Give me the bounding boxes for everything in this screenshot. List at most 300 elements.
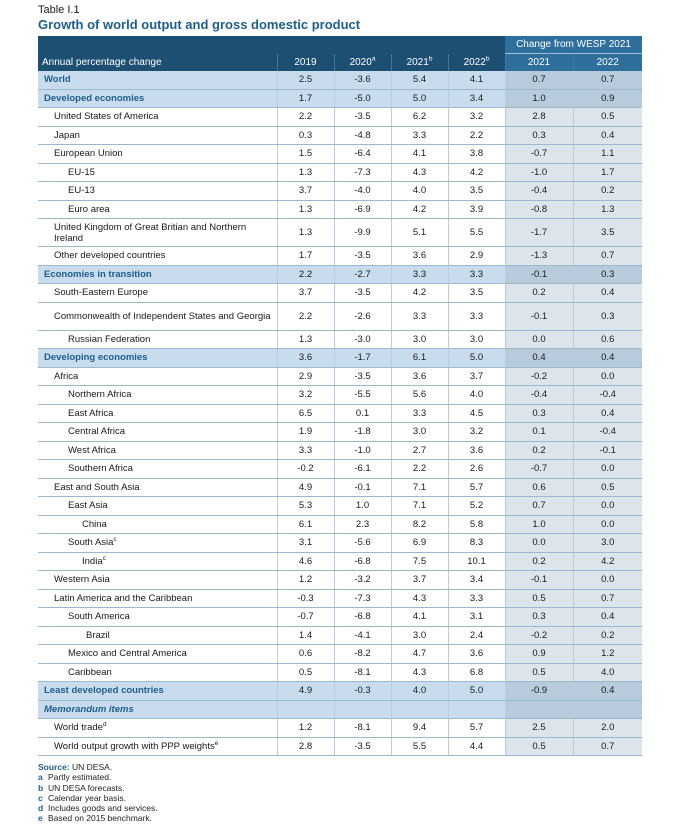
value-cell: 4.0	[391, 682, 448, 701]
value-cell: 3.3	[448, 589, 505, 608]
value-cell: 4.0	[391, 182, 448, 201]
value-cell: 5.5	[448, 219, 505, 247]
value-cell: 3.3	[391, 302, 448, 330]
value-cell: -0.2	[505, 626, 573, 645]
table-notes	[38, 762, 642, 824]
value-cell	[334, 700, 391, 719]
value-cell: -0.7	[277, 608, 334, 627]
value-cell: -2.6	[334, 302, 391, 330]
value-cell: 3.0	[573, 534, 642, 553]
value-cell: 3.0	[448, 330, 505, 349]
value-cell: -0.8	[505, 200, 573, 219]
value-cell: 1.3	[573, 200, 642, 219]
table-row	[38, 284, 642, 303]
value-cell: 0.2	[505, 284, 573, 303]
value-cell: 1.7	[277, 247, 334, 266]
value-cell: 3.1	[448, 608, 505, 627]
value-cell: -4.1	[334, 626, 391, 645]
row-label: Central Africa	[68, 426, 126, 438]
value-cell: -3.6	[334, 71, 391, 89]
value-cell: 0.3	[505, 126, 573, 145]
value-cell: -1.0	[505, 163, 573, 182]
table-row	[38, 589, 642, 608]
value-cell: -3.0	[334, 330, 391, 349]
row-label-cell	[38, 478, 277, 497]
footnote-text: Based on 2015 benchmark.	[48, 813, 152, 824]
footnote-key: e	[38, 813, 43, 824]
value-cell: 4.3	[391, 163, 448, 182]
value-cell: -5.6	[334, 534, 391, 553]
gdp-growth-table	[38, 36, 642, 756]
value-cell: 5.5	[391, 737, 448, 756]
value-cell: 3.0	[391, 330, 448, 349]
value-cell: -6.9	[334, 200, 391, 219]
value-cell: 3.2	[448, 108, 505, 127]
value-cell: 4.1	[448, 71, 505, 89]
value-cell: 3.3	[391, 265, 448, 284]
table-row	[38, 423, 642, 442]
value-cell: 0.3	[277, 126, 334, 145]
value-cell: 2.3	[334, 515, 391, 534]
value-cell: 2.2	[277, 265, 334, 284]
value-cell: 5.2	[448, 497, 505, 516]
row-label: EU-13	[68, 185, 95, 197]
row-label-cell	[38, 423, 277, 442]
value-cell: 0.1	[505, 423, 573, 442]
row-footnote-marker: e	[214, 739, 219, 747]
table-row	[38, 200, 642, 219]
value-cell	[277, 700, 334, 719]
table-row	[38, 571, 642, 590]
table-row	[38, 330, 642, 349]
value-cell: 9.4	[391, 719, 448, 738]
row-label-cell	[38, 71, 277, 89]
value-cell: 4.0	[448, 386, 505, 405]
row-label: West Africa	[68, 444, 116, 456]
value-cell: 2.9	[448, 247, 505, 266]
value-cell: 3.5	[573, 219, 642, 247]
value-cell: -8.1	[334, 663, 391, 682]
row-label-cell	[38, 608, 277, 627]
row-label-cell	[38, 460, 277, 479]
table-row	[38, 182, 642, 201]
value-cell: -3.5	[334, 108, 391, 127]
value-cell: -6.4	[334, 145, 391, 164]
row-label-cell	[38, 626, 277, 645]
value-cell: 3.6	[391, 247, 448, 266]
value-cell: 2.9	[277, 367, 334, 386]
value-cell: 5.4	[391, 71, 448, 89]
row-label-cell	[38, 552, 277, 571]
value-cell	[391, 700, 448, 719]
value-cell: -8.2	[334, 645, 391, 664]
value-cell: 2.0	[573, 719, 642, 738]
header-col-1	[334, 54, 391, 72]
value-cell: 6.9	[391, 534, 448, 553]
value-cell: 1.2	[573, 645, 642, 664]
value-cell: 0.5	[573, 108, 642, 127]
row-label-cell	[38, 182, 277, 201]
header-col-0	[277, 54, 334, 72]
value-cell: -6.8	[334, 608, 391, 627]
value-cell: 3.3	[391, 404, 448, 423]
header-col-5	[573, 54, 642, 72]
value-cell: 5.7	[448, 719, 505, 738]
value-cell: 3.8	[448, 145, 505, 164]
row-label-cell	[38, 200, 277, 219]
row-label-cell	[38, 700, 277, 719]
table-row	[38, 349, 642, 368]
value-cell: 4.0	[573, 663, 642, 682]
value-cell: -0.1	[505, 302, 573, 330]
value-cell: 5.7	[448, 478, 505, 497]
value-cell: 0.7	[573, 71, 642, 89]
header-col-label: 2022	[596, 57, 619, 68]
value-cell: -6.8	[334, 552, 391, 571]
value-cell: 4.6	[277, 552, 334, 571]
value-cell: 0.4	[573, 284, 642, 303]
value-cell: 8.2	[391, 515, 448, 534]
value-cell: 5.0	[448, 682, 505, 701]
value-cell: 4.2	[391, 284, 448, 303]
value-cell: 3.3	[391, 126, 448, 145]
row-label-cell	[38, 163, 277, 182]
value-cell: 0.5	[505, 589, 573, 608]
value-cell: 3.6	[277, 349, 334, 368]
value-cell: 4.2	[573, 552, 642, 571]
header-row-label: Annual percentage change	[38, 54, 277, 72]
row-label: South-Eastern Europe	[54, 287, 149, 299]
table-row	[38, 386, 642, 405]
value-cell: -0.1	[505, 265, 573, 284]
source-note	[38, 762, 642, 772]
value-cell: 0.5	[505, 737, 573, 756]
value-cell: 3.3	[277, 441, 334, 460]
value-cell: 0.7	[573, 247, 642, 266]
header-col-footnote: a	[371, 55, 376, 63]
header-group-row	[38, 36, 642, 54]
table-row	[38, 108, 642, 127]
table-row	[38, 515, 642, 534]
value-cell: -0.3	[277, 589, 334, 608]
value-cell: 1.3	[277, 219, 334, 247]
value-cell: 0.6	[573, 330, 642, 349]
value-cell: 2.2	[277, 302, 334, 330]
value-cell: 0.4	[573, 404, 642, 423]
value-cell: -4.8	[334, 126, 391, 145]
value-cell: 4.9	[277, 478, 334, 497]
table-row	[38, 663, 642, 682]
value-cell: 3.3	[448, 265, 505, 284]
table-row	[38, 737, 642, 756]
row-label: Western Asia	[54, 574, 110, 586]
header-row	[38, 54, 642, 72]
row-footnote-marker: d	[102, 721, 107, 729]
value-cell: 1.7	[277, 89, 334, 108]
value-cell: -3.5	[334, 737, 391, 756]
table-row	[38, 534, 642, 553]
value-cell: 6.1	[277, 515, 334, 534]
row-label: World trade	[54, 722, 103, 734]
value-cell: 3.6	[448, 441, 505, 460]
value-cell: -7.3	[334, 163, 391, 182]
row-label: Mexico and Central America	[68, 648, 187, 660]
value-cell: 3.2	[277, 386, 334, 405]
value-cell: -0.9	[505, 682, 573, 701]
value-cell: 1.2	[277, 571, 334, 590]
table-body	[38, 71, 642, 756]
value-cell: -4.0	[334, 182, 391, 201]
value-cell: -2.7	[334, 265, 391, 284]
value-cell: 0.0	[573, 497, 642, 516]
value-cell: -9.9	[334, 219, 391, 247]
value-cell: 5.0	[391, 89, 448, 108]
value-cell: 6.8	[448, 663, 505, 682]
value-cell: 3.7	[448, 367, 505, 386]
value-cell: 0.0	[573, 460, 642, 479]
row-label-cell	[38, 302, 277, 330]
value-cell: -0.1	[573, 441, 642, 460]
value-cell: 3.0	[391, 423, 448, 442]
header-col-2	[391, 54, 448, 72]
footnote-text: UN DESA forecasts.	[48, 782, 125, 793]
value-cell: 0.4	[573, 349, 642, 368]
value-cell: -0.4	[505, 386, 573, 405]
value-cell: 4.7	[391, 645, 448, 664]
value-cell	[448, 700, 505, 719]
value-cell: -3.2	[334, 571, 391, 590]
footnote	[38, 793, 642, 803]
row-label-cell	[38, 571, 277, 590]
value-cell: 0.0	[573, 367, 642, 386]
value-cell: -5.0	[334, 89, 391, 108]
value-cell: 0.2	[573, 626, 642, 645]
row-label: United States of America	[54, 111, 159, 123]
row-label-cell	[38, 719, 277, 738]
row-label: Russian Federation	[68, 333, 151, 345]
row-label: Latin America and the Caribbean	[54, 592, 193, 604]
value-cell: 1.0	[505, 89, 573, 108]
value-cell: 0.4	[573, 126, 642, 145]
row-label: Euro area	[68, 203, 110, 215]
value-cell: 2.2	[391, 460, 448, 479]
value-cell: 1.1	[573, 145, 642, 164]
value-cell: 0.1	[334, 404, 391, 423]
table-row	[38, 645, 642, 664]
value-cell: -1.8	[334, 423, 391, 442]
header-col-4	[505, 54, 573, 72]
value-cell: 0.9	[505, 645, 573, 664]
value-cell: -6.1	[334, 460, 391, 479]
value-cell: 0.7	[505, 497, 573, 516]
footnote-text: Partly estimated.	[48, 772, 112, 783]
table-container	[38, 0, 642, 824]
value-cell: 1.0	[334, 497, 391, 516]
row-label: Commonwealth of Independent States and Georgia	[54, 310, 271, 322]
row-label: East Africa	[68, 407, 114, 419]
row-label: South Asia	[68, 537, 114, 549]
value-cell: 0.5	[573, 478, 642, 497]
header-col-3	[448, 54, 505, 72]
value-cell: 3.0	[391, 626, 448, 645]
value-cell: 4.5	[448, 404, 505, 423]
value-cell: 0.7	[573, 589, 642, 608]
value-cell: 0.0	[505, 534, 573, 553]
row-label-cell	[38, 737, 277, 756]
value-cell: -0.7	[505, 460, 573, 479]
value-cell: 6.1	[391, 349, 448, 368]
table-row	[38, 441, 642, 460]
table-row	[38, 71, 642, 89]
value-cell: 2.8	[277, 737, 334, 756]
table-row	[38, 247, 642, 266]
value-cell: -3.5	[334, 284, 391, 303]
row-label-cell	[38, 367, 277, 386]
row-label-cell	[38, 682, 277, 701]
row-label: Least developed countries	[44, 685, 164, 697]
table-row	[38, 404, 642, 423]
value-cell: -3.5	[334, 247, 391, 266]
footnote-list	[38, 772, 642, 823]
row-label: Developing economies	[44, 352, 148, 364]
value-cell: 5.3	[277, 497, 334, 516]
value-cell: -7.3	[334, 589, 391, 608]
header-col-label: 2022	[463, 56, 486, 68]
value-cell: -0.1	[505, 571, 573, 590]
value-cell: 3.7	[277, 284, 334, 303]
value-cell: 1.4	[277, 626, 334, 645]
value-cell: 2.5	[277, 71, 334, 89]
value-cell: 6.2	[391, 108, 448, 127]
row-label: World	[44, 74, 71, 86]
value-cell: 5.8	[448, 515, 505, 534]
value-cell: 2.6	[448, 460, 505, 479]
table-row	[38, 265, 642, 284]
value-cell: -1.3	[505, 247, 573, 266]
value-cell: 1.7	[573, 163, 642, 182]
value-cell: 0.6	[505, 478, 573, 497]
row-footnote-marker: c	[102, 554, 106, 562]
value-cell: 0.3	[573, 265, 642, 284]
value-cell: 1.3	[277, 200, 334, 219]
row-label-cell	[38, 589, 277, 608]
value-cell: -0.2	[277, 460, 334, 479]
table-row	[38, 460, 642, 479]
value-cell: 3.2	[448, 423, 505, 442]
value-cell	[573, 700, 642, 719]
table-number: Table I.1	[38, 4, 80, 16]
row-label-cell	[38, 219, 277, 247]
row-label: Brazil	[86, 629, 110, 641]
value-cell: 0.0	[573, 571, 642, 590]
row-label: China	[82, 518, 107, 530]
table-row	[38, 682, 642, 701]
row-label: East and South Asia	[54, 481, 140, 493]
value-cell: 3.3	[448, 302, 505, 330]
value-cell: 3.7	[277, 182, 334, 201]
footnote-key: b	[38, 782, 44, 793]
table-row	[38, 367, 642, 386]
row-label-cell	[38, 534, 277, 553]
row-label: Memorandum items	[44, 703, 134, 715]
value-cell: 0.0	[505, 330, 573, 349]
value-cell	[505, 700, 573, 719]
value-cell: 0.4	[505, 349, 573, 368]
row-label-cell	[38, 663, 277, 682]
value-cell: 4.3	[391, 589, 448, 608]
value-cell: 4.2	[391, 200, 448, 219]
row-label-cell	[38, 89, 277, 108]
table-title: Growth of world output and gross domestic product	[38, 17, 361, 32]
row-label-cell	[38, 330, 277, 349]
value-cell: 4.2	[448, 163, 505, 182]
footnote	[38, 803, 642, 813]
header-col-footnote: b	[485, 55, 490, 63]
row-label-cell	[38, 265, 277, 284]
value-cell: 3.4	[448, 571, 505, 590]
row-label: India	[82, 555, 103, 567]
value-cell: -1.0	[334, 441, 391, 460]
value-cell: 0.5	[277, 663, 334, 682]
value-cell: 7.1	[391, 478, 448, 497]
row-label-cell	[38, 108, 277, 127]
value-cell: 3.7	[391, 571, 448, 590]
table-row	[38, 552, 642, 571]
table-row	[38, 302, 642, 330]
row-label: South America	[68, 611, 130, 623]
value-cell: 1.0	[505, 515, 573, 534]
row-footnote-marker: c	[113, 536, 117, 544]
table-row	[38, 626, 642, 645]
value-cell: 3.5	[448, 284, 505, 303]
table-row	[38, 497, 642, 516]
value-cell: -0.3	[334, 682, 391, 701]
value-cell: 0.7	[505, 71, 573, 89]
row-label: Southern Africa	[68, 463, 133, 475]
row-label: Economies in transition	[44, 268, 152, 280]
value-cell: 3.1	[277, 534, 334, 553]
value-cell: -8.1	[334, 719, 391, 738]
value-cell: 3.4	[448, 89, 505, 108]
value-cell: -5.5	[334, 386, 391, 405]
header-col-label: 2019	[294, 56, 317, 68]
row-label-cell	[38, 126, 277, 145]
row-label-cell	[38, 145, 277, 164]
row-label: Japan	[54, 129, 80, 141]
footnote-key: a	[38, 772, 43, 783]
footnote	[38, 783, 642, 793]
row-label: United Kingdom of Great Britian and Northern Ireland	[54, 221, 247, 244]
value-cell: 4.1	[391, 145, 448, 164]
footnote-key: d	[38, 803, 44, 814]
header-col-label: 2021	[527, 57, 551, 68]
source-text: UN DESA.	[72, 762, 113, 772]
value-cell: -0.4	[505, 182, 573, 201]
row-label-cell	[38, 515, 277, 534]
footnote-text: Includes goods and services.	[48, 803, 158, 814]
value-cell: 2.2	[448, 126, 505, 145]
value-cell: 2.4	[448, 626, 505, 645]
row-label-cell	[38, 441, 277, 460]
row-label: World output growth with PPP weights	[54, 740, 215, 752]
value-cell: 8.3	[448, 534, 505, 553]
value-cell: 1.3	[277, 163, 334, 182]
value-cell: 0.2	[505, 441, 573, 460]
value-cell: 10.1	[448, 552, 505, 571]
value-cell: -0.1	[334, 478, 391, 497]
table-row	[38, 163, 642, 182]
row-label-cell	[38, 497, 277, 516]
